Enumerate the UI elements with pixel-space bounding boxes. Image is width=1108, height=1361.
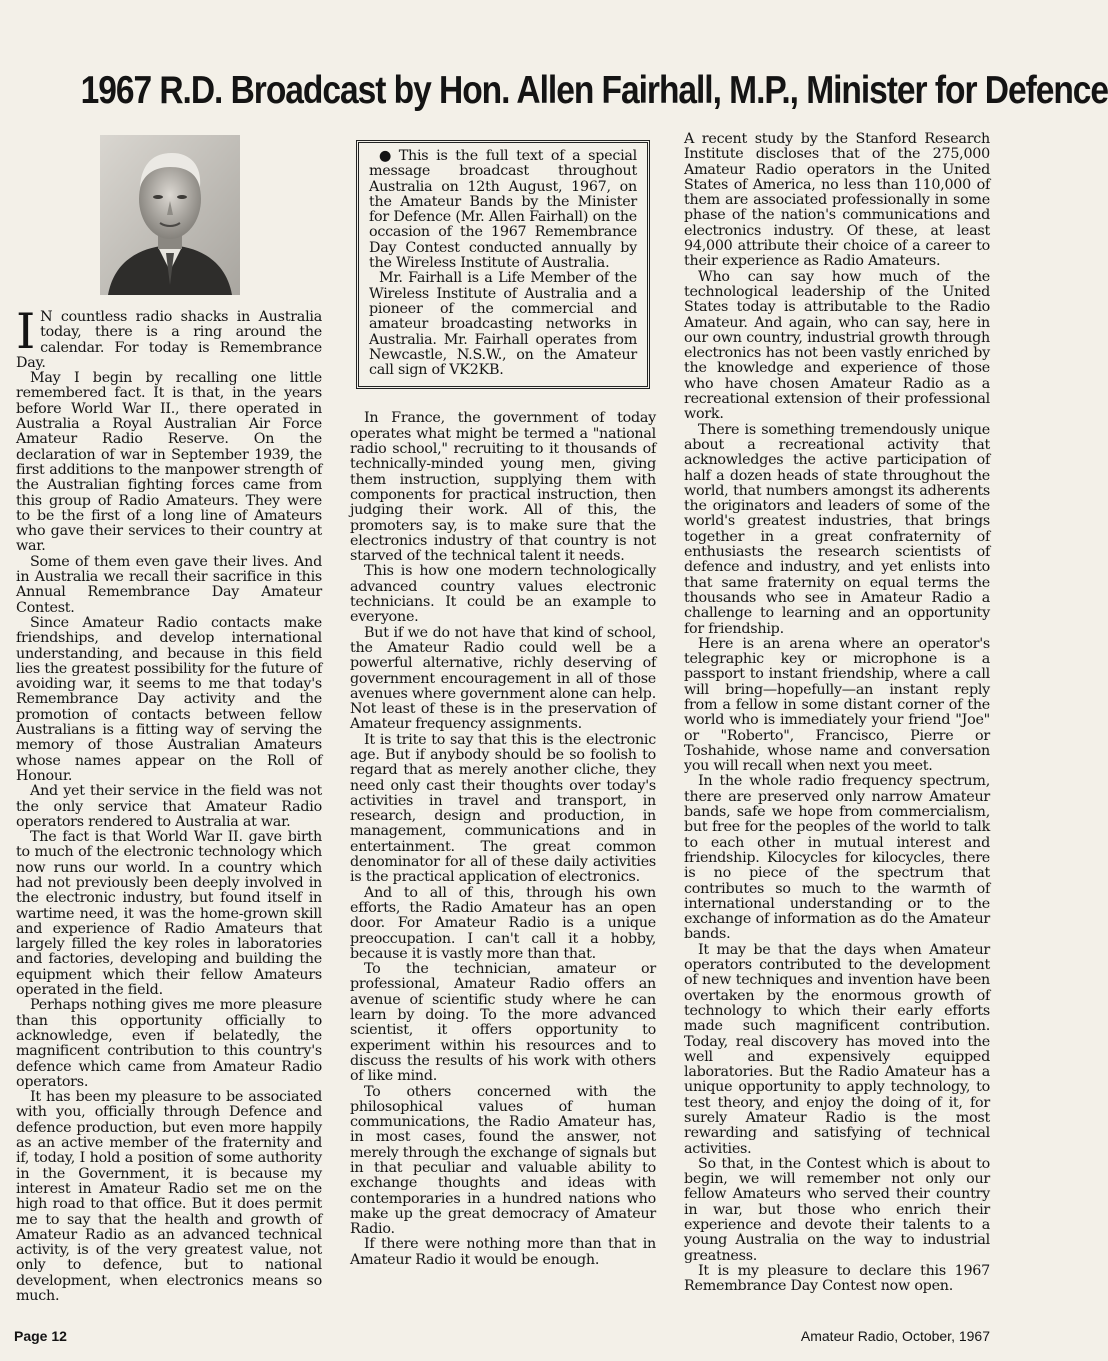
publication-footer: Amateur Radio, October, 1967 [800,1328,990,1344]
paragraph: But if we do not have that kind of school, the Amateur Radio could well be a powerful alternative, richly deserving of government encouragement in all of those avenues where government alone can help. Not least of these is in the preservation of Amateur frequency assignments. [350,624,656,733]
portrait-photo [100,135,240,295]
paragraph: It has been my pleasure to be associated with you, officially through Defence and defence production, but even more happily as an active member of the fraternity and if, today, I hold a position of some authority in the Government, it is because my interest in Amateur Radio set me on the high road to that office. But it does permit me to say that the health and growth of Amateur Radio as an advanced technical activity, is of the very greatest value, not only to defence, but to national development, when electronics means so much. [16,1089,322,1304]
paragraph: Some of them even gave their lives. And in Australia we recall their sacrifice in this Annual Remembrance Day Amateur Contest. [16,553,322,616]
paragraph: There is something tremendously unique about a recreational activity that acknowledges the active participation of half a dozen heads of state throughout the world, that numbers amongst its adherents the originators and leaders of some of the world's greatest industries, that brings together in a great confraternity of enthusiasts the research scientists of defence and industry, and yet enlists into that same fraternity on equal terms the thousands who see in Amateur Radio a challenge to learning and an opportunity for friendship. [684,421,990,637]
paragraph: So that, in the Contest which is about to begin, we will remember not only our fellow Amateurs who served their country in war, but those who enrich their experience and devote their talents to a young Australia on the way to industrial greatness. [684,1155,990,1264]
drop-cap: I [16,303,36,360]
paragraph: To others concerned with the philosophical values of human communications, the Radio Amateur has, in most cases, found the answer, not merely through the exchange of signals but in that peculiar and valuable ability to exchange thoughts and ideas with contemporaries in a hundred nations who make up the great democracy of Amateur Radio. [350,1083,656,1238]
bullet-icon: ● [379,148,395,164]
paragraph: Perhaps nothing gives me more pleasure than this opportunity officially to acknowledge, even if belatedly, the magnificent contribution to this country's defence which came from Amateur Radio operators. [16,997,322,1090]
first-paragraph: I N countless radio shacks in Australia today, there is a ring around the calendar. For today is Remembrance Day. [16,303,322,371]
paragraph: It is trite to say that this is the electronic age. But if anybody should be so foolish to regard that as merely another cliche, they need only cast their thoughts over today's activities in travel and transport, in research, design and production, in management, communications and in entertainment. The great common denominator for all of these daily activities is the practical application of electronics. [350,731,656,886]
paragraph: The fact is that World War II. gave birth to much of the electronic technology which now runs our world. In a country which had not previously been deeply involved in the electronic industry, but found itself in wartime need, it was the home-grown skill and experience of Radio Amateurs that largely filled the key roles in laboratories and factories, developing and building the equipment which their fellow Amateurs operated in the field. [16,829,322,999]
paragraph: A recent study by the Stanford Research Institute discloses that of the 275,000 Amateur Radio operators in the United States of America, no less than 110,000 of them are associated professionally in some phase of the nation's communications and electronics industry. Of these, at least 94,000 attribute their choice of a career to their experience as Radio Amateurs. [684,131,990,270]
note-paragraph: Mr. Fairhall is a Life Member of the Wireless Institute of Australia and a pioneer of the commercial and amateur broadcasting networks in Australia. Mr. Fairhall operates from Newcastle, N.S.W., on the Amateur call sign of VK2KB. [369,270,637,379]
paragraph: Since Amateur Radio contacts make friendships, and develop international understanding, and because in this field lies the greatest possibility for the future of avoiding war, it seems to me that today's Remembrance Day activity and the promotion of contacts between fellow Australians is a fitting way of serving the memory of those Australian Amateurs whose names appear on the Roll of Honour. [16,614,322,784]
column-2 [350,132,656,1322]
paragraph: In France, the government of today operates what might be termed a "national radio school," recruiting to it thousands of technically-minded young men, giving them instruction, supplying them with components for practical instruction, then judging their work. All of this, the promoters say, is to make sure that the electronics industry of that country is not starved of the technical talent it needs. [350,410,656,565]
paragraph: Here is an arena where an operator's telegraphic key or microphone is a passport to instant friendship, where a call will bring—hopefully—an instant reply from a fellow in some distant corner of the world who is immediately your friend "Joe" or "Roberto", Francisco, Pierre or Toshahide, whose name and conversation you will recall when next you meet. [684,635,990,775]
paragraph: And yet their service in the field was not the only service that Amateur Radio operators rendered to Australia at war. [16,783,322,830]
headline: 1967 R.D. Broadcast by Hon. Allen Fairhall, M.P., Minister for Defence [80,69,1108,112]
page-number: Page 12 [14,1328,67,1344]
paragraph: May I begin by recalling one little remembered fact. It is that, in the years before World War II., there operated in Australia a Royal Australian Air Force Amateur Radio Reserve. On the declaration of war in September 1939, the first additions to the manpower strength of the Australian fighting forces came from this group of Radio Amateurs. They were to be the first of a long line of Amateurs who gave their services to their country at war. [16,370,322,555]
paragraph: It is my pleasure to declare this 1967 Remembrance Day Contest now open. [684,1262,990,1295]
column-3 [684,132,990,1322]
paragraph: This is how one modern technologically advanced country values electronic technicians. It could be an example to everyone. [350,563,656,626]
note-paragraph: ● This is the full text of a special message broadcast throughout Australia on 12th August, 1967, on the Amateur Bands by the Minister for Defence (Mr. Allen Fairhall) on the occasion of the 1967 Remembrance Day Contest conducted annually by the Wireless Institute of Australia. [369,148,637,272]
column-1 [16,132,322,1322]
paragraph: Who can say how much of the technological leadership of the United States today is attributable to the Radio Amateur. And again, who can say, here in our own country, industrial growth through electronics has not been vastly enriched by the knowledge and experience of those who have chosen Amateur Radio as a recreational extension of their professional work. [684,268,990,423]
paragraph: And to all of this, through his own efforts, the Radio Amateur has an open door. For Amateur Radio is a unique preoccupation. I can't call it a hobby, because it is vastly more than that. [350,884,656,962]
paragraph: In the whole radio frequency spectrum, there are preserved only narrow Amateur bands, safe we hope from commercialism, but free for the peoples of the world to talk to each other in mutual interest and friendship. Kilocycles for kilocycles, there is no piece of the spectrum that contributes so much to the warmth of international understanding or to the exchange of information as do the Amateur bands. [684,773,990,943]
paragraph: If there were nothing more than that in Amateur Radio it would be enough. [350,1236,656,1268]
editorial-note-box [356,140,650,389]
paragraph: To the technician, amateur or professional, Amateur Radio offers an avenue of scientific study where he can learn by doing. To the more advanced scientist, it offers opportunity to experiment within his resources and to discuss the results of his work with others of like mind. [350,961,656,1085]
paragraph: It may be that the days when Amateur operators contributed to the development of new techniques and invention have been overtaken by the enormous growth of technology to which their early efforts made such magnificent contribution. Today, real discovery has moved into the well and expensively equipped laboratories. But the Radio Amateur has a unique opportunity to apply technology, to test theory, and enjoy the doing of it, for surely Amateur Radio is the most rewarding and satisfying of technical activities. [684,941,990,1157]
